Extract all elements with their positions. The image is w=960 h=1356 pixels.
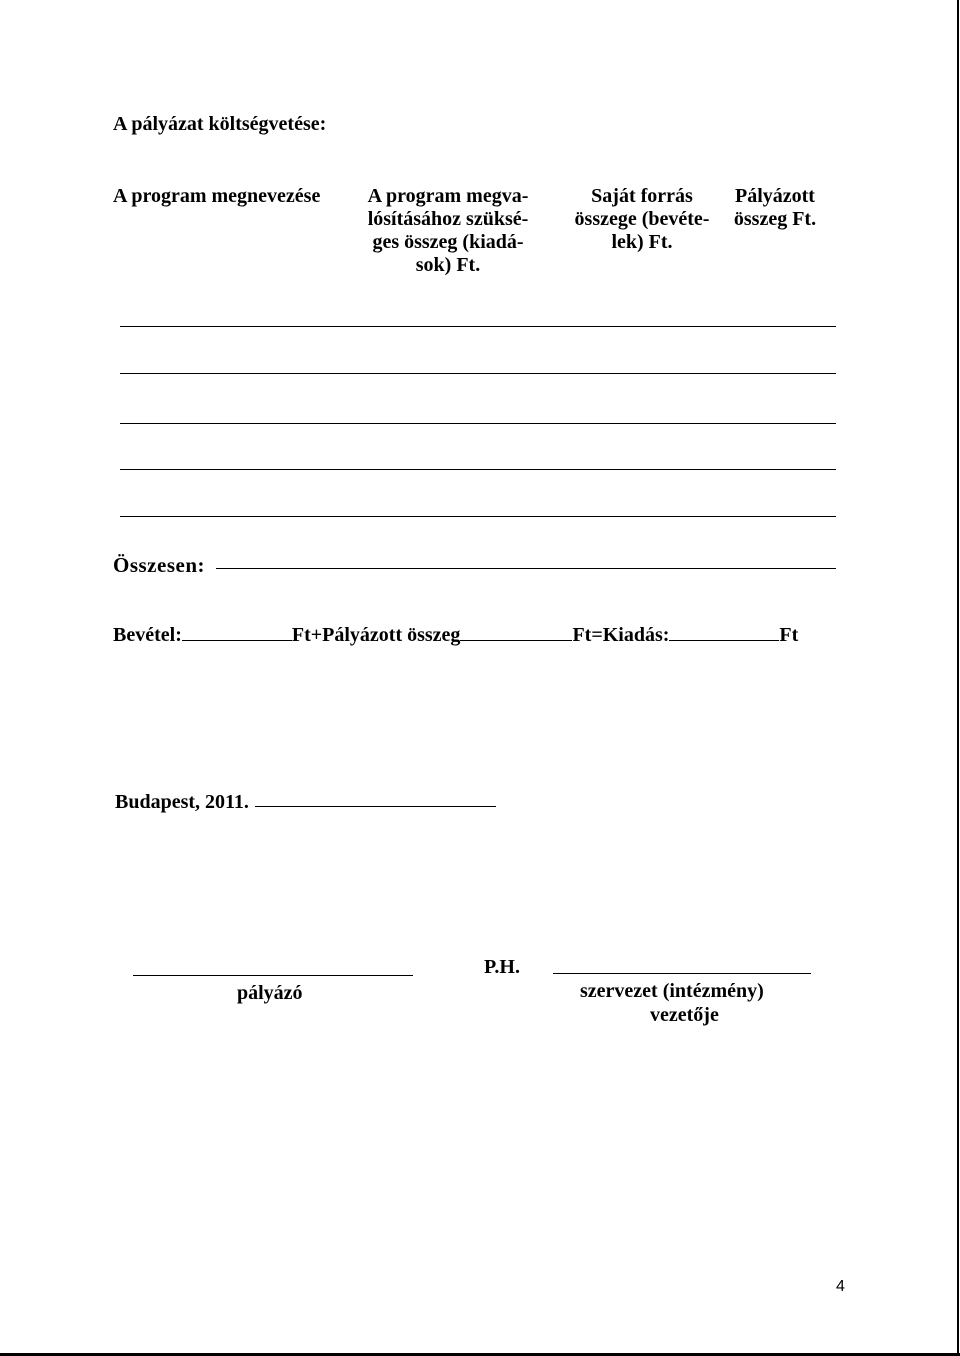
table-row-line[interactable] (120, 373, 836, 374)
total-label: Összesen: (113, 553, 205, 577)
column-header-required-amount (348, 185, 548, 277)
budget-balance-line (113, 622, 798, 646)
column-header-requested-amount (695, 185, 855, 231)
applicant-label: pályázó (237, 982, 303, 1004)
header-line: Pályázott (735, 185, 815, 207)
header-line: lek) Ft. (611, 231, 673, 253)
leader-label-line2: vezetője (650, 1004, 719, 1026)
total-line[interactable] (216, 568, 836, 569)
table-row-line[interactable] (120, 516, 836, 517)
header-line: Saját forrás (591, 185, 693, 207)
header-line: sok) Ft. (415, 254, 481, 276)
section-title: A pályázat költségvetése: (113, 113, 327, 135)
place-date: Budapest, 2011. (115, 791, 249, 813)
leader-signature-line[interactable] (553, 973, 811, 974)
income-label: Bevétel: (113, 624, 182, 646)
table-row-line[interactable] (120, 423, 836, 424)
header-line: lósításához szüksé- (367, 208, 529, 230)
end-unit: Ft (779, 624, 799, 646)
income-blank[interactable] (182, 622, 292, 641)
page-number: 4 (836, 1278, 845, 1295)
expense-blank[interactable] (669, 622, 779, 641)
applicant-signature-line[interactable] (133, 975, 413, 976)
stamp-label: P.H. (484, 956, 520, 978)
table-row-line[interactable] (120, 326, 836, 327)
header-line: A program megva- (367, 185, 529, 207)
column-header-program-name (113, 185, 320, 208)
header-line: összege (bevéte- (574, 208, 710, 230)
leader-label-line1: szervezet (intézmény) (580, 980, 764, 1002)
header-line: A program megnevezése (113, 185, 321, 207)
table-row-line[interactable] (120, 469, 836, 470)
grant-label: Ft+Pályázott összeg (291, 624, 461, 646)
header-line: ges összeg (kiadá- (372, 231, 524, 253)
header-line: összeg Ft. (733, 208, 817, 230)
page-edge-right (957, 0, 959, 1356)
grant-blank[interactable] (460, 622, 572, 641)
date-line[interactable] (255, 806, 496, 807)
expense-label: Ft=Kiadás: (572, 624, 670, 646)
